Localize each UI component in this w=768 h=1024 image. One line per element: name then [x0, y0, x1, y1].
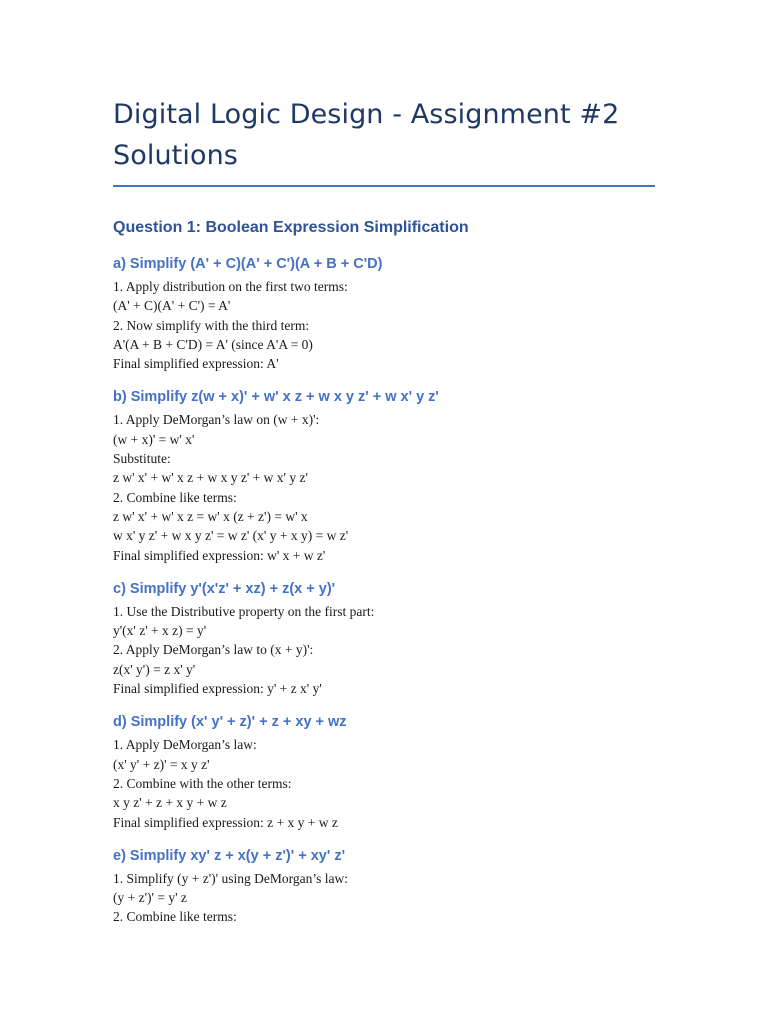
solution-line: (w + x)' = w' x' [113, 431, 195, 447]
solution-line: 2. Apply DeMorgan’s law to (x + y)': [113, 642, 314, 658]
solution-section [113, 712, 658, 831]
solution-section [113, 846, 658, 927]
solution-section [113, 387, 658, 564]
title-underline [113, 185, 655, 187]
solution-line: (y + z')' = y' z [113, 890, 187, 906]
document-title: Digital Logic Design - Assignment #2 Solutions [113, 99, 620, 171]
solution-line: (x' y' + z)' = x y z' [113, 756, 210, 772]
part-heading: e) Simplify xy' z + x(y + z')' + xy' z' [113, 847, 346, 864]
part-heading: c) Simplify y'(x'z' + xz) + z(x + y)' [113, 580, 336, 597]
solution-line: Final simplified expression: A' [113, 356, 279, 372]
part-heading: b) Simplify z(w + x)' + w' x z + w x y z' + w x' y z' [113, 389, 439, 406]
solution-line: A'(A + B + C'D) = A' (since A'A = 0) [113, 336, 313, 352]
solution-line: 1. Simplify (y + z')' using DeMorgan’s law: [113, 870, 348, 886]
solution-line: Final simplified expression: y' + z x' y' [113, 681, 322, 697]
solution-line: 2. Combine like terms: [113, 909, 237, 925]
solution-line: 1. Apply DeMorgan’s law on (w + x)': [113, 412, 320, 428]
solution-line: Final simplified expression: z + x y + w z [113, 814, 338, 830]
solution-line: z(x' y') = z x' y' [113, 661, 196, 677]
solution-line: 2. Now simplify with the third term: [113, 317, 310, 333]
solution-line: 1. Apply DeMorgan’s law: [113, 737, 257, 753]
solution-section [113, 579, 658, 698]
part-heading: d) Simplify (x' y' + z)' + z + xy + wz [113, 714, 347, 731]
solution-line: Substitute: [113, 451, 171, 467]
solution-line: x y z' + z + x y + w z [113, 795, 227, 811]
solution-line: 2. Combine like terms: [113, 489, 237, 505]
question-heading: Question 1: Boolean Expression Simplification [113, 219, 469, 236]
solution-line: (A' + C)(A' + C') = A' [113, 298, 231, 314]
document-page [113, 94, 658, 927]
solution-line: Final simplified expression: w' x + w z' [113, 547, 326, 563]
solution-line: 1. Use the Distributive property on the first part: [113, 603, 375, 619]
solution-line: y'(x' z' + x z) = y' [113, 623, 207, 639]
part-heading: a) Simplify (A' + C)(A' + C')(A + B + C'D) [113, 256, 383, 272]
solution-line: w x' y z' + w x y z' = w z' (x' y + x y) = w z' [113, 528, 349, 544]
solution-line: 2. Combine with the other terms: [113, 775, 292, 791]
solution-section [113, 254, 658, 373]
sections-container [113, 254, 658, 927]
solution-line: z w' x' + w' x z + w x y z' + w x' y z' [113, 470, 308, 486]
solution-line: z w' x' + w' x z = w' x (z + z') = w' x [113, 508, 308, 524]
solution-line: 1. Apply distribution on the first two terms: [113, 279, 348, 294]
